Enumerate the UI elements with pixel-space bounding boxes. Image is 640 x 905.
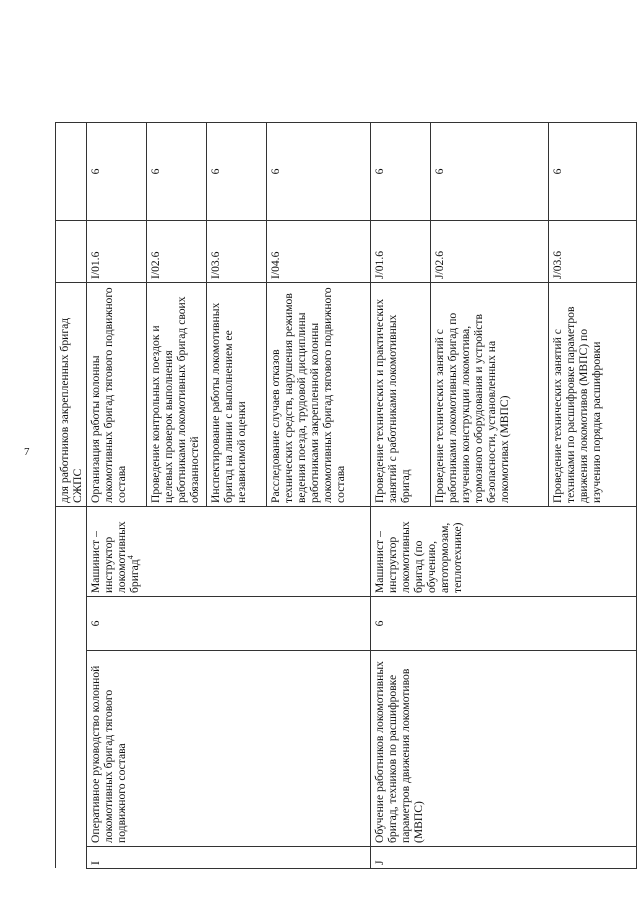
table-cell-function-code bbox=[56, 221, 87, 283]
table-cell-generalized-function: Оперативное руководство колонной локомотивных бригад тягового подвижного состава bbox=[87, 651, 371, 847]
table-cell-sublevel: 6 bbox=[147, 123, 207, 221]
table-cell-sublevel: 6 bbox=[207, 123, 267, 221]
table-cell-function-code: I/02.6 bbox=[147, 221, 207, 283]
table-cell-sublevel: 6 bbox=[87, 123, 147, 221]
table-cell-function-code: J/01.6 bbox=[371, 221, 431, 283]
table-cell-function: Расследование случаев отказов технических средств, нарушения режимов ведения поезда, трудовой дисциплины работниками закрепленной колонны локомотивных бригад тягового подвижного состава bbox=[267, 283, 371, 507]
table-cell-sublevel: 6 bbox=[371, 123, 431, 221]
table-row bbox=[87, 123, 147, 869]
table-cell-function-code: J/02.6 bbox=[431, 221, 549, 283]
table-cell-sublevel: 6 bbox=[549, 123, 637, 221]
page-number: 7 bbox=[24, 446, 30, 458]
functions-table bbox=[55, 122, 637, 869]
table-cell-level: 6 bbox=[371, 597, 637, 651]
table-cell-function: Проведение технических занятий с работниками локомотивных бригад по изучению конструкции локомотива, тормозного оборудования и устройств безопасности, установленных на локомотивах (МВПС) bbox=[431, 283, 549, 507]
table-cell-code bbox=[56, 847, 87, 869]
table-cell-function-code: I/01.6 bbox=[87, 221, 147, 283]
table-cell-function: Проведение контрольных поездок и целевых проверок выполнения работниками локомотивных бригад своих обязанностей bbox=[147, 283, 207, 507]
table-cell-position: Машинист – инструктор локомотивных бригад (по обучению, автотормозам, теплотехнике) bbox=[371, 507, 637, 597]
table-cell-generalized-function bbox=[56, 651, 87, 847]
table-cell-generalized-function: Обучение работников локомотивных бригад, техников по расшифровке параметров движения локомотивов (МВПС) bbox=[371, 651, 637, 847]
footnote-marker: 4 bbox=[126, 555, 136, 560]
table-cell-sublevel: 6 bbox=[267, 123, 371, 221]
table-cell-function: Организация работы колонны локомотивных бригад тягового подвижного состава bbox=[87, 283, 147, 507]
position-text: Машинист – инструктор локомотивных бригад bbox=[89, 521, 141, 593]
table-cell-function: Проведение технических занятий с техниками по расшифровке параметров движения локомотивов (МВПС) по изучению порядка расшифровки bbox=[549, 283, 637, 507]
table-cell-function-code: I/04.6 bbox=[267, 221, 371, 283]
table-cell-level bbox=[56, 597, 87, 651]
table-cell-position bbox=[87, 507, 371, 597]
table-cell-function: для работников закрепленных бригад СЖПС bbox=[56, 283, 87, 507]
table-cell-code: J bbox=[371, 847, 637, 869]
table-row bbox=[56, 123, 87, 869]
table-cell-position bbox=[56, 507, 87, 597]
table-cell-code: I bbox=[87, 847, 371, 869]
table-cell-function: Инспектирование работы локомотивных бригад на линии с выполнением ее независимой оценки bbox=[207, 283, 267, 507]
table-cell-sublevel: 6 bbox=[431, 123, 549, 221]
table-cell-sublevel bbox=[56, 123, 87, 221]
table-cell-function-code: I/03.6 bbox=[207, 221, 267, 283]
table-cell-function: Проведение технических и практических занятий с работниками локомотивных бригад bbox=[371, 283, 431, 507]
table-row bbox=[371, 123, 431, 869]
table-cell-level: 6 bbox=[87, 597, 371, 651]
table-cell-function-code: J/03.6 bbox=[549, 221, 637, 283]
